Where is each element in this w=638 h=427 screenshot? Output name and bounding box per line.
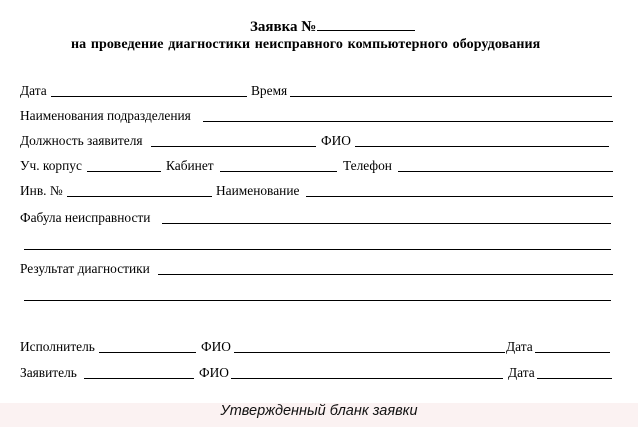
equipment-name-label: Наименование <box>216 183 300 198</box>
equipment-name-field[interactable] <box>306 196 613 197</box>
building-label: Уч. корпус <box>20 158 82 173</box>
application-number-field[interactable] <box>317 16 415 31</box>
position-field[interactable] <box>151 146 316 147</box>
applicant-date-label: Дата <box>508 365 535 380</box>
building-field[interactable] <box>87 171 161 172</box>
position-label: Должность заявителя <box>20 133 143 148</box>
phone-field[interactable] <box>398 171 613 172</box>
time-field[interactable] <box>290 96 612 97</box>
applicant-date-field[interactable] <box>537 378 612 379</box>
executor-label: Исполнитель <box>20 339 95 354</box>
form-title-text: Заявка № <box>250 19 317 35</box>
date-label: Дата <box>20 83 47 98</box>
phone-label: Телефон <box>343 158 392 173</box>
executor-date-field[interactable] <box>535 352 610 353</box>
executor-fio-label: ФИО <box>201 339 231 354</box>
result-label: Результат диагностики <box>20 261 150 276</box>
executor-date-label: Дата <box>506 339 533 354</box>
fio-label: ФИО <box>321 133 351 148</box>
applicant-field[interactable] <box>84 378 194 379</box>
fault-label: Фабула неисправности <box>20 210 151 225</box>
fio-field[interactable] <box>355 146 609 147</box>
executor-fio-field[interactable] <box>234 352 505 353</box>
applicant-label: Заявитель <box>20 365 77 380</box>
result-field[interactable] <box>158 274 613 275</box>
inventory-number-field[interactable] <box>67 196 212 197</box>
department-field[interactable] <box>203 121 613 122</box>
image-caption: Утвержденный бланк заявки <box>0 403 638 427</box>
applicant-fio-field[interactable] <box>231 378 503 379</box>
form-subtitle: на проведение диагностики неисправного компьютерного оборудования <box>71 37 541 52</box>
applicant-fio-label: ФИО <box>199 365 229 380</box>
time-label: Время <box>251 83 288 98</box>
inventory-number-label: Инв. № <box>20 183 63 198</box>
cabinet-label: Кабинет <box>166 158 214 173</box>
result-field-continuation[interactable] <box>24 300 611 301</box>
date-field[interactable] <box>51 96 247 97</box>
fault-field-continuation[interactable] <box>24 249 611 250</box>
executor-field[interactable] <box>99 352 196 353</box>
cabinet-field[interactable] <box>220 171 337 172</box>
department-label: Наименования подразделения <box>20 108 191 123</box>
fault-field[interactable] <box>162 223 611 224</box>
form-title <box>250 16 415 36</box>
